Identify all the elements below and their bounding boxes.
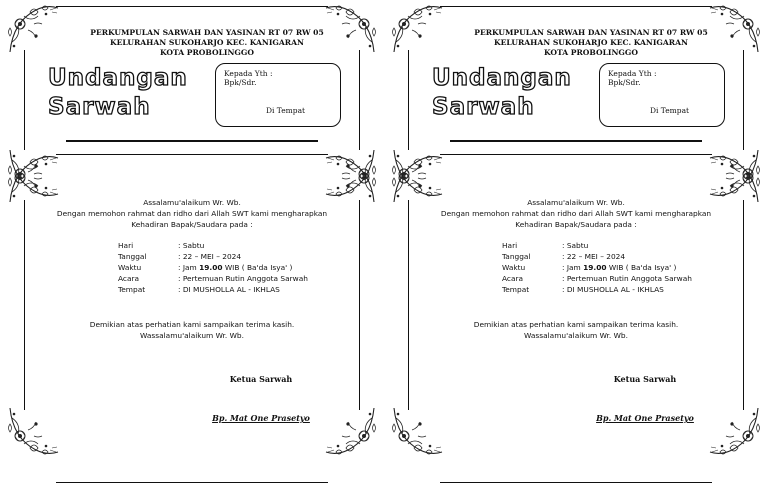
closing-line: Wassalamu'alaikum Wr. Wb. <box>524 331 628 340</box>
signature-name: Bp. Mat One Prasetyo <box>212 413 310 423</box>
closing-line: Demikian atas perhatian kami sampaikan terima kasih. <box>89 320 295 329</box>
address-place: Di Tempat <box>266 106 306 115</box>
invitation-card-right <box>384 0 768 489</box>
detail-row <box>118 240 308 251</box>
greeting-salam: Assalamu'alaikum Wr. Wb. <box>527 198 625 207</box>
invitation-title <box>48 64 188 122</box>
org-line: KELURAHAN SUKOHARJO KEC. KANIGARAN <box>494 38 688 47</box>
title-line: Undangan <box>48 65 188 91</box>
detail-label: Tempat <box>118 285 146 294</box>
detail-row <box>502 273 692 284</box>
greeting-line: Kehadiran Bapak/Saudara pada : <box>515 220 637 229</box>
detail-label: Hari <box>502 241 518 250</box>
frame-left-line <box>24 200 25 410</box>
detail-row <box>118 251 308 262</box>
signature-title: Ketua Sarwah <box>613 374 677 384</box>
detail-value: : DI MUSHOLLA AL - IKHLAS <box>562 285 664 294</box>
detail-value: : Sabtu <box>178 241 205 250</box>
address-to: Kepada Yth : <box>608 69 657 78</box>
detail-row <box>502 251 692 262</box>
greeting-line: Dengan memohon rahmat dan ridho dari Allah SWT kami mengharapkan <box>56 209 328 218</box>
detail-label: Acara <box>502 274 524 283</box>
floral-corner-icon <box>390 404 444 458</box>
header-divider-thin <box>56 154 328 155</box>
header-divider <box>450 140 702 142</box>
signature-title: Ketua Sarwah <box>229 374 293 384</box>
detail-value: : 22 – MEI – 2024 <box>178 252 242 261</box>
closing-line: Demikian atas perhatian kami sampaikan terima kasih. <box>473 320 679 329</box>
title-line: Sarwah <box>48 94 151 120</box>
greeting-line: Kehadiran Bapak/Saudara pada : <box>131 220 253 229</box>
signature-name: Bp. Mat One Prasetyo <box>596 413 694 423</box>
greeting-salam: Assalamu'alaikum Wr. Wb. <box>143 198 241 207</box>
closing <box>30 319 354 341</box>
org-line: KOTA PROBOLINGGO <box>159 48 254 57</box>
detail-value: : Pertemuan Rutin Anggota Sarwah <box>178 274 308 283</box>
detail-row <box>118 262 308 273</box>
detail-value: : Pertemuan Rutin Anggota Sarwah <box>562 274 692 283</box>
greeting-line: Dengan memohon rahmat dan ridho dari Allah SWT kami mengharapkan <box>440 209 712 218</box>
detail-row <box>502 284 692 295</box>
detail-row <box>118 284 308 295</box>
invitation-title <box>432 64 572 122</box>
frame-top-line <box>440 6 712 7</box>
detail-label: Hari <box>118 241 134 250</box>
time-prefix: : Jam <box>178 263 200 272</box>
detail-label: Tempat <box>502 285 530 294</box>
address-place: Di Tempat <box>650 106 690 115</box>
event-details <box>118 240 308 295</box>
closing-line: Wassalamu'alaikum Wr. Wb. <box>140 331 244 340</box>
frame-left-line <box>408 50 409 150</box>
detail-label: Acara <box>118 274 140 283</box>
detail-value <box>562 262 676 273</box>
floral-corner-icon <box>6 2 60 56</box>
frame-right-line <box>359 200 360 410</box>
frame-right-line <box>743 200 744 410</box>
detail-label: Tanggal <box>502 252 531 261</box>
address-name: Bpk/Sdr. <box>608 78 641 87</box>
address-box <box>215 63 341 127</box>
greeting <box>414 197 738 230</box>
detail-value: : Sabtu <box>562 241 589 250</box>
org-line: KELURAHAN SUKOHARJO KEC. KANIGARAN <box>110 38 304 47</box>
detail-value: : DI MUSHOLLA AL - IKHLAS <box>178 285 280 294</box>
frame-bottom-line <box>56 482 328 483</box>
frame-right-line <box>743 50 744 150</box>
detail-label: Waktu <box>502 263 526 272</box>
header-divider-thin <box>440 154 712 155</box>
frame-right-line <box>359 50 360 150</box>
organization-header <box>60 28 354 58</box>
detail-row <box>502 262 692 273</box>
frame-left-line <box>24 50 25 150</box>
address-name: Bpk/Sdr. <box>224 78 257 87</box>
time-value: 19.00 <box>583 263 607 272</box>
address-to: Kepada Yth : <box>224 69 273 78</box>
frame-top-line <box>56 6 328 7</box>
event-details <box>502 240 692 295</box>
time-value: 19.00 <box>199 263 223 272</box>
detail-value <box>178 262 292 273</box>
time-prefix: : Jam <box>562 263 584 272</box>
org-line: PERKUMPULAN SARWAH DAN YASINAN RT 07 RW 05 <box>90 28 324 37</box>
address-box <box>599 63 725 127</box>
greeting <box>30 197 354 230</box>
title-line: Undangan <box>432 65 572 91</box>
time-suffix: WIB ( Ba'da Isya' ) <box>606 263 677 272</box>
org-line: PERKUMPULAN SARWAH DAN YASINAN RT 07 RW 05 <box>474 28 708 37</box>
title-line: Sarwah <box>432 94 535 120</box>
frame-bottom-line <box>440 482 712 483</box>
time-suffix: WIB ( Ba'da Isya' ) <box>222 263 293 272</box>
frame-left-line <box>408 200 409 410</box>
floral-corner-icon <box>390 2 444 56</box>
detail-row <box>118 273 308 284</box>
detail-label: Tanggal <box>118 252 147 261</box>
org-line: KOTA PROBOLINGGO <box>543 48 638 57</box>
organization-header <box>444 28 738 58</box>
floral-corner-icon <box>6 404 60 458</box>
detail-label: Waktu <box>118 263 142 272</box>
detail-value: : 22 – MEI – 2024 <box>562 252 626 261</box>
header-divider <box>66 140 318 142</box>
detail-row <box>502 240 692 251</box>
closing <box>414 319 738 341</box>
